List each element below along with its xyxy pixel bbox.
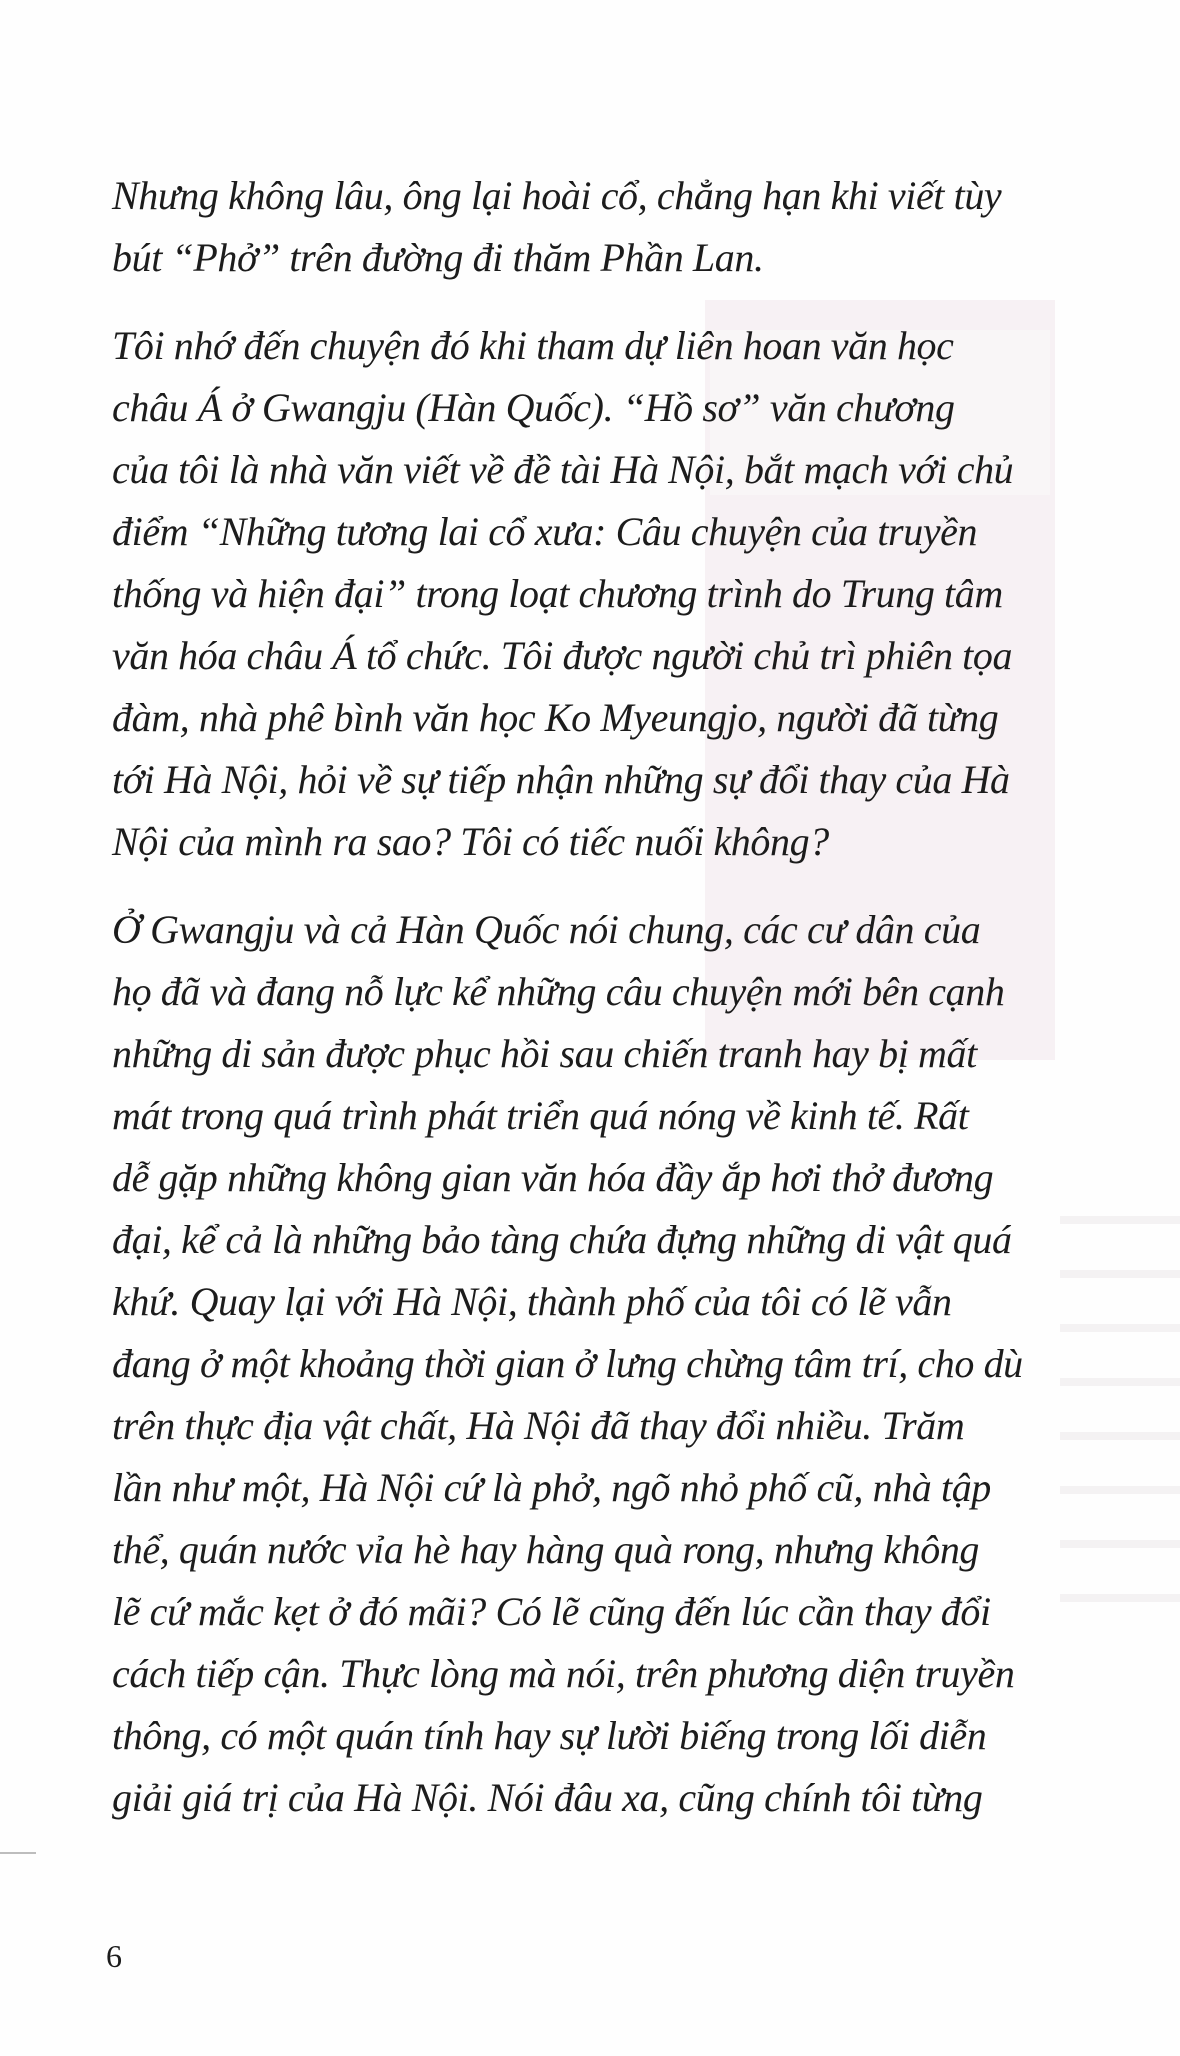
text-line: Nhưng không lâu, ông lại hoài cổ, chẳng hạn khi viết tùy <box>112 173 1002 218</box>
paragraph <box>112 315 1012 873</box>
text-line: văn hóa châu Á tổ chức. Tôi được người chủ trì phiên tọa <box>112 633 1013 678</box>
text-line: Tôi nhớ đến chuyện đó khi tham dự liên hoan văn học <box>112 323 954 368</box>
body-text <box>112 165 1023 1829</box>
text-line: họ đã và đang nỗ lực kể những câu chuyện mới bên cạnh <box>112 969 1005 1014</box>
text-line: đang ở một khoảng thời gian ở lưng chừng tâm trí, cho dù <box>112 1341 1023 1386</box>
text-line: trên thực địa vật chất, Hà Nội đã thay đổi nhiều. Trăm <box>112 1403 965 1448</box>
text-line: giải giá trị của Hà Nội. Nói đâu xa, cũng chính tôi từng <box>112 1775 983 1820</box>
text-line: đại, kể cả là những bảo tàng chứa đựng những di vật quá <box>112 1217 1012 1262</box>
text-line: lẽ cứ mắc kẹt ở đó mãi? Có lẽ cũng đến lúc cần thay đổi <box>112 1589 991 1634</box>
show-through-lines <box>1060 1190 1180 1610</box>
page-number: 6 <box>106 1938 122 1974</box>
text-line: thể, quán nước vỉa hè hay hàng quà rong, nhưng không <box>112 1527 980 1572</box>
text-line: dễ gặp những không gian văn hóa đầy ắp hơi thở đương <box>112 1155 994 1200</box>
text-line: của tôi là nhà văn viết về đề tài Hà Nội, bắt mạch với chủ <box>112 447 1014 492</box>
text-line: châu Á ở Gwangju (Hàn Quốc). “Hồ sơ” văn chương <box>112 385 955 430</box>
text-line: Nội của mình ra sao? Tôi có tiếc nuối không? <box>112 819 829 864</box>
text-line: Ở Gwangju và cả Hàn Quốc nói chung, các cư dân của <box>112 907 981 952</box>
margin-mark <box>0 1852 36 1854</box>
paragraph <box>112 165 1012 289</box>
text-line: thống và hiện đại” trong loạt chương trình do Trung tâm <box>112 571 1003 616</box>
text-line: cách tiếp cận. Thực lòng mà nói, trên phương diện truyền <box>112 1651 1015 1696</box>
text-line: điểm “Những tương lai cổ xưa: Câu chuyện của truyền <box>112 509 978 554</box>
text-line: tới Hà Nội, hỏi về sự tiếp nhận những sự đổi thay của Hà <box>112 757 1010 802</box>
text-line: thông, có một quán tính hay sự lười biếng trong lối diễn <box>112 1713 987 1758</box>
text-line: đàm, nhà phê bình văn học Ko Myeungjo, người đã từng <box>112 695 999 740</box>
text-line: bút “Phở” trên đường đi thăm Phần Lan. <box>112 235 764 280</box>
text-line: mát trong quá trình phát triển quá nóng về kinh tế. Rất <box>112 1093 969 1138</box>
text-line: lần như một, Hà Nội cứ là phở, ngõ nhỏ phố cũ, nhà tập <box>112 1465 991 1510</box>
text-line: khứ. Quay lại với Hà Nội, thành phố của tôi có lẽ vẫn <box>112 1279 952 1324</box>
text-line: những di sản được phục hồi sau chiến tranh hay bị mất <box>112 1031 977 1076</box>
paragraph <box>112 899 1023 1829</box>
